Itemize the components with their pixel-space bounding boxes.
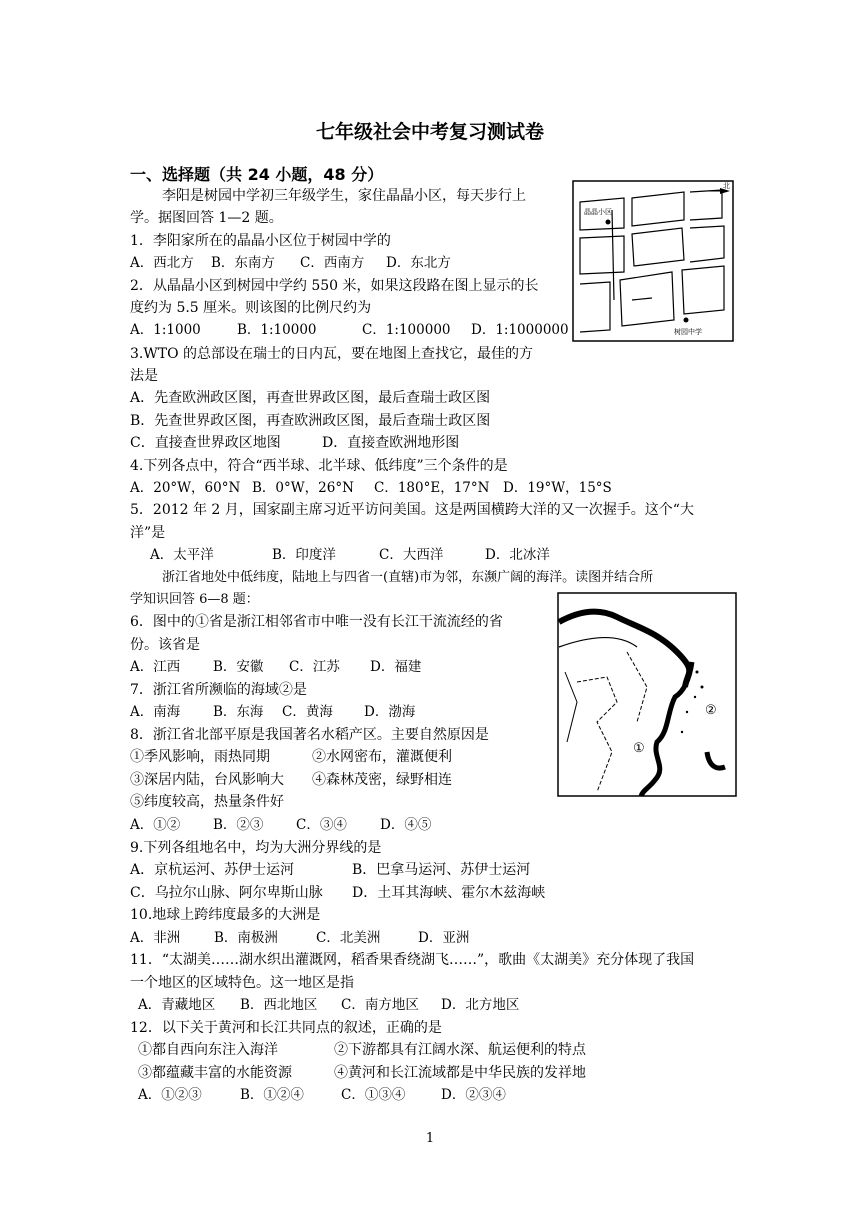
q8-option: C．③④ (296, 817, 347, 833)
q2-option: B．1:10000 (237, 322, 317, 338)
intro-text: 学。据图回答 1—2 题。 (130, 210, 283, 226)
q12-stem: 12．以下关于黄河和长江共同点的叙述，正确的是 (130, 1020, 442, 1036)
q6-stem: 份。该省是 (130, 637, 200, 653)
q11-option: A．青藏地区 (138, 997, 216, 1013)
intro-text: 李阳是树园中学初三年级学生，家住晶晶小区，每天步行上 (162, 188, 526, 204)
q10-stem: 10.地球上跨纬度最多的大洲是 (130, 907, 321, 923)
q11-option: C．南方地区 (341, 997, 419, 1013)
q6-option: C．江苏 (289, 659, 340, 675)
zhejiang-map (557, 592, 737, 797)
q8-stem: 8．浙江省北部平原是我国著名水稻产区。主要自然原因是 (130, 727, 489, 743)
q3-option: D．直接查欧洲地形图 (322, 435, 460, 451)
sea-label: ② (705, 703, 717, 718)
q11-option: B．西北地区 (240, 997, 318, 1013)
q3-option: A．先查欧洲政区图，再查世界政区图，最后查瑞士政区图 (130, 390, 491, 406)
q11-option: D．北方地区 (441, 997, 520, 1013)
q2-option: C．1:100000 (362, 322, 451, 338)
q12-item: ④黄河和长江流域都是中华民族的发祥地 (334, 1065, 586, 1081)
q6-option: A．江西 (130, 659, 181, 675)
q1-stem: 1．李阳家所在的晶晶小区位于树园中学的 (130, 233, 391, 249)
q5-option: D．北冰洋 (485, 547, 550, 563)
intro-text: 学知识回答 6—8 题： (130, 592, 259, 607)
q9-option: C．乌拉尔山脉、阿尔卑斯山脉 (130, 885, 323, 901)
q10-option: C．北美洲 (316, 930, 381, 946)
q11-stem: 11．“太湖美……湖水织出灌溉网，稻香果香绕湖飞……”，歌曲《太湖美》充分体现了我国 (130, 952, 695, 968)
q8-option: B．②③ (213, 817, 264, 833)
q12-option: B．①②④ (240, 1087, 304, 1103)
q3-stem: 法是 (130, 368, 158, 384)
q7-option: A．南海 (130, 704, 181, 720)
q3-option: B．先查世界政区图，再查欧洲政区图，最后查瑞士政区图 (130, 413, 491, 429)
q1-option: A．西北方 (130, 255, 194, 271)
q10-option: B．南极洲 (214, 930, 278, 946)
q6-option: D．福建 (370, 659, 422, 675)
section-heading: 一、选择题（共 24 小题，48 分） (130, 165, 384, 184)
q2-option: D．1:1000000 (471, 322, 569, 338)
q2-stem: 度约为 5.5 厘米。则该图的比例尺约为 (130, 300, 372, 316)
home-label: 晶晶小区 (584, 208, 612, 216)
q8-item: ①季风影响，雨热同期 (130, 749, 270, 765)
q6-option: B．安徽 (213, 659, 264, 675)
q8-item: ③深居内陆，台风影响大 (130, 772, 284, 788)
q12-option: C．①③④ (341, 1087, 406, 1103)
q8-item: ②水网密布，灌溉便利 (312, 749, 452, 765)
q8-option: A．①② (130, 817, 181, 833)
q10-option: A．非洲 (130, 930, 181, 946)
q4-stem: 4.下列各点中，符合“西半球、北半球、低纬度”三个条件的是 (130, 458, 508, 474)
q5-stem: 5．2012 年 2 月，国家副主席习近平访问美国。这是两国横跨大洋的又一次握手。这个“大 (130, 502, 694, 518)
q4-option: A．20°W，60°N (130, 480, 241, 496)
page-title: 七年级社会中考复习测试卷 (315, 121, 544, 143)
intro-text: 浙江省地处中低纬度，陆地上与四省一(直辖)市为邻，东濒广阔的海洋。读图并结合所 (162, 570, 654, 585)
q1-option: D．东北方 (386, 255, 451, 271)
q11-stem: 一个地区的区域特色。这一地区是指 (130, 975, 354, 991)
q12-option: A．①②③ (138, 1087, 202, 1103)
q9-stem: 9.下列各组地名中，均为大洲分界线的是 (130, 840, 382, 856)
street-map (572, 180, 734, 342)
q9-option: D．土耳其海峡、霍尔木兹海峡 (352, 885, 546, 901)
q4-option: C．180°E，17°N (374, 480, 490, 496)
q7-option: C．黄海 (282, 704, 333, 720)
q12-item: ③都蕴藏丰富的水能资源 (138, 1065, 292, 1081)
q4-option: D．19°W，15°S (503, 480, 612, 496)
school-label: 树园中学 (674, 328, 702, 336)
q1-option: C．西南方 (300, 255, 365, 271)
q5-option: C．大西洋 (379, 547, 444, 563)
q1-option: B．东南方 (211, 255, 275, 271)
q3-option: C．直接查世界政区地图 (130, 435, 281, 451)
q5-option: A．太平洋 (150, 547, 214, 563)
home-marker (606, 220, 611, 225)
q3-stem: 3.WTO 的总部设在瑞士的日内瓦，要在地图上查找它，最佳的方 (130, 346, 534, 362)
q8-item: ④森林茂密，绿野相连 (312, 772, 452, 788)
q12-item: ①都自西向东注入海洋 (138, 1042, 278, 1058)
north-label: 北 (723, 182, 730, 190)
q8-item: ⑤纬度较高，热量条件好 (130, 794, 284, 810)
q8-option: D．④⑤ (380, 817, 432, 833)
q12-option: D．②③④ (441, 1087, 506, 1103)
page-number: 1 (425, 1131, 435, 1146)
q2-option: A．1:1000 (130, 322, 201, 338)
q7-option: D．渤海 (364, 704, 416, 720)
q2-stem: 2．从晶晶小区到树园中学约 550 米，如果这段路在图上显示的长 (130, 278, 539, 294)
q9-option: A．京杭运河、苏伊士运河 (130, 862, 295, 878)
q5-stem: 洋”是 (130, 525, 166, 541)
q9-option: B．巴拿马运河、苏伊士运河 (352, 862, 531, 878)
q5-option: B．印度洋 (272, 547, 336, 563)
province-label: ① (633, 741, 645, 756)
q7-stem: 7．浙江省所濒临的海域②是 (130, 682, 307, 698)
q10-option: D．亚洲 (418, 930, 470, 946)
q6-stem: 6．图中的①省是浙江相邻省市中唯一没有长江干流流经的省 (130, 614, 503, 630)
q7-option: B．东海 (213, 704, 264, 720)
q12-item: ②下游都具有江阔水深、航运便利的特点 (334, 1042, 586, 1058)
school-marker (684, 318, 689, 323)
q4-option: B．0°W，26°N (252, 480, 354, 496)
